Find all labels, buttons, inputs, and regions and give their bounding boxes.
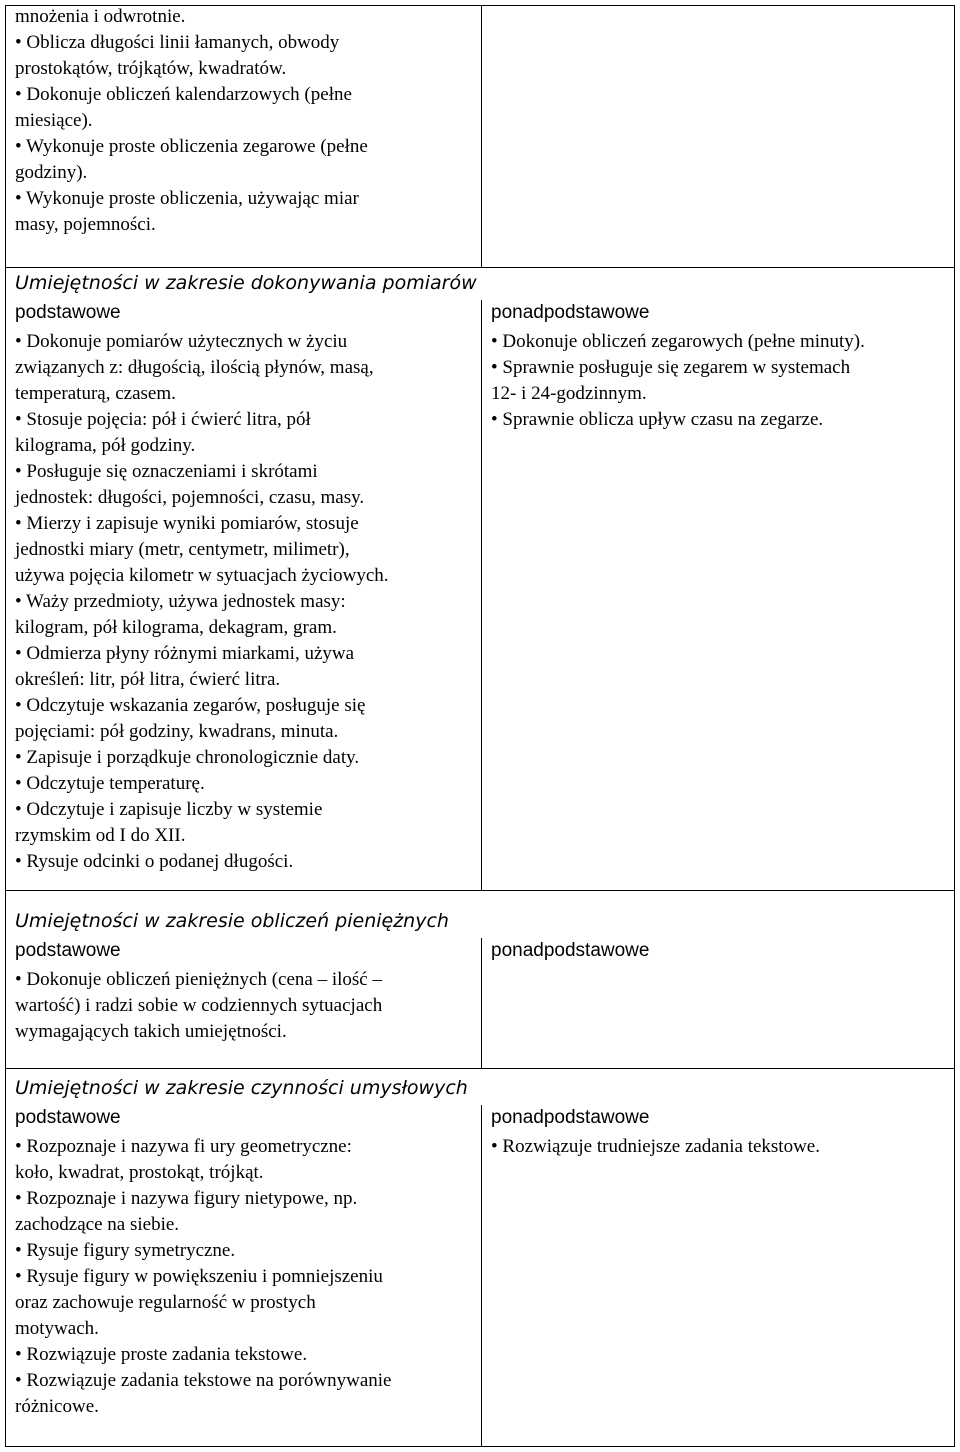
row-divider-3 [5,1068,955,1069]
label-basic: podstawowe [15,940,121,961]
label-basic: podstawowe [15,1107,121,1128]
list-line: • Wykonuje proste obliczenia, używając miar [15,188,359,209]
list-line: • Stosuje pojęcia: pół i ćwierć litra, pół [15,409,311,430]
list-line: • Sprawnie posługuje się zegarem w systemach [491,357,851,378]
list-line: oraz zachowuje regularność w prostych [15,1292,316,1313]
measurements-basic-list [15,329,389,875]
section-heading-mental: Umiejętności w zakresie czynności umysłowych [15,1077,468,1099]
list-line: wymagających takich umiejętności. [15,1021,287,1042]
mental-advanced-list [491,1134,820,1160]
list-line: • Dokonuje obliczeń zegarowych (pełne minuty). [491,331,865,352]
list-line: godziny). [15,162,88,183]
list-line: zachodzące na siebie. [15,1214,180,1235]
list-line: określeń: litr, pół litra, ćwierć litra. [15,669,281,690]
list-line: • Odmierza płyny różnymi miarkami, używa [15,643,355,664]
list-line: rzymskim od I do XII. [15,825,186,846]
row-divider-2 [5,890,955,891]
list-line: • Dokonuje pomiarów użytecznych w życiu [15,331,348,352]
label-advanced: ponadpodstawowe [491,1107,650,1128]
list-line: • Rozwiązuje proste zadania tekstowe. [15,1344,308,1365]
list-line: miesiące). [15,110,93,131]
list-line: wartość) i radzi sobie w codziennych sytuacjach [15,995,383,1016]
list-line: • Rozwiązuje zadania tekstowe na porównywanie [15,1370,392,1391]
list-line: jednostki miary (metr, centymetr, milimetr), [15,539,350,560]
list-line: • Rysuje odcinki o podanej długości. [15,851,294,872]
row-divider-1 [5,267,955,268]
list-line: • Dokonuje obliczeń kalendarzowych (pełne [15,84,352,105]
list-line: pojęciami: pół godziny, kwadrans, minuta. [15,721,339,742]
column-divider-mental [481,1105,482,1447]
list-line: temperaturą, czasem. [15,383,176,404]
list-line: • Rysuje figury symetryczne. [15,1240,236,1261]
label-advanced: ponadpodstawowe [491,940,650,961]
list-line: używa pojęcia kilometr w sytuacjach życiowych. [15,565,389,586]
list-line: • Odczytuje i zapisuje liczby w systemie [15,799,323,820]
list-line: • Rozwiązuje trudniejsze zadania tekstowe. [491,1136,820,1157]
list-line: • Waży przedmioty, używa jednostek masy: [15,591,346,612]
list-line: • Odczytuje wskazania zegarów, posługuje się [15,695,366,716]
list-line: jednostek: długości, pojemności, czasu, masy. [15,487,365,508]
list-line: związanych z: długością, ilością płynów, masą, [15,357,374,378]
list-line: 12- i 24-godzinnym. [491,383,647,404]
column-divider-top [481,5,482,267]
list-line: kilograma, pół godziny. [15,435,196,456]
section-heading-money: Umiejętności w zakresie obliczeń pieniężnych [15,910,449,932]
top-continued-list [15,4,368,238]
list-line: • Wykonuje proste obliczenia zegarowe (pełne [15,136,368,157]
list-line: koło, kwadrat, prostokąt, trójkąt. [15,1162,264,1183]
list-line: • Dokonuje obliczeń pieniężnych (cena – ilość – [15,969,382,990]
list-line: • Sprawnie oblicza upływ czasu na zegarze. [491,409,824,430]
section-heading-measurements: Umiejętności w zakresie dokonywania pomiarów [15,272,477,294]
list-line: różnicowe. [15,1396,99,1417]
list-line: • Mierzy i zapisuje wyniki pomiarów, stosuje [15,513,359,534]
measurements-advanced-list [491,329,865,433]
list-line: • Oblicza długości linii łamanych, obwody [15,32,340,53]
list-line: • Zapisuje i porządkuje chronologicznie daty. [15,747,360,768]
money-basic-list [15,967,382,1045]
list-line: prostokątów, trójkątów, kwadratów. [15,58,287,79]
list-line: • Odczytuje temperaturę. [15,773,205,794]
column-divider-measurements [481,300,482,890]
list-line: kilogram, pół kilograma, dekagram, gram. [15,617,337,638]
list-line: • Rozpoznaje i nazywa fi ury geometryczne: [15,1136,352,1157]
list-line: • Posługuje się oznaczeniami i skrótami [15,461,318,482]
list-line: • Rozpoznaje i nazywa figury nietypowe, np. [15,1188,358,1209]
list-line: • Rysuje figury w powiększeniu i pomniejszeniu [15,1266,383,1287]
label-basic: podstawowe [15,302,121,323]
list-line: masy, pojemności. [15,214,156,235]
list-line: mnożenia i odwrotnie. [15,6,186,27]
list-line: motywach. [15,1318,99,1339]
mental-basic-list [15,1134,391,1420]
label-advanced: ponadpodstawowe [491,302,650,323]
column-divider-money [481,938,482,1068]
